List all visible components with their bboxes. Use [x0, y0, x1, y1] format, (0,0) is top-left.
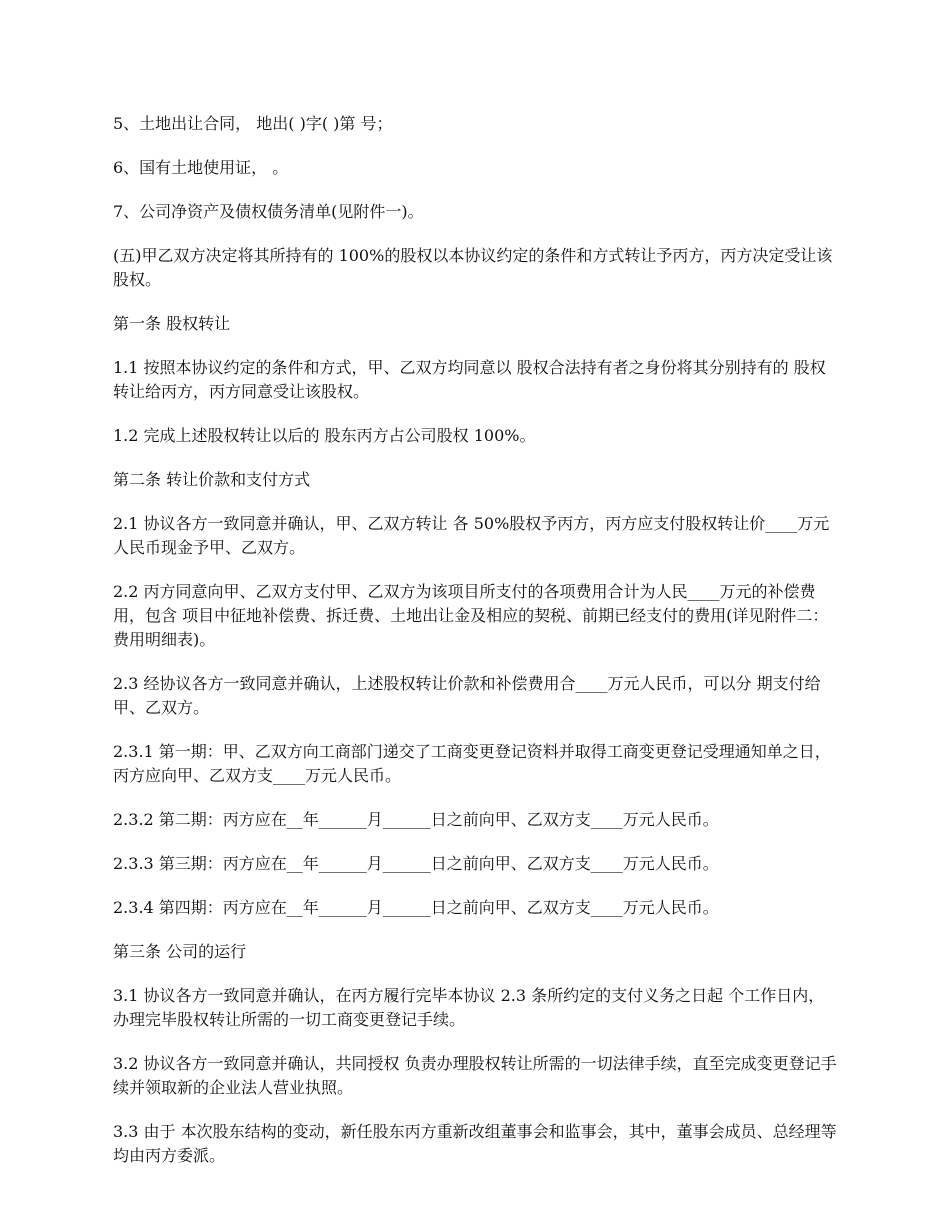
clause-3-3: 3.3 由于 本次股东结构的变动，新任股东丙方重新改组董事会和监事会，其中，董事会成员、总经理等均由丙方委派。 — [113, 1122, 837, 1165]
clause-3-2: 3.2 协议各方一致同意并确认，共同授权 负责办理股权转让所需的一切法律手续，直至完成变更登记手续并领取新的企业法人营业执照。 — [113, 1054, 837, 1097]
clause-2-3-3: 2.3.3 第三期：丙方应在__年______月______日之前向甲、乙双方支____万元人民币。 — [113, 854, 719, 873]
clause-2-1: 2.1 协议各方一致同意并确认，甲、乙双方转让 各 50%股权予丙方，丙方应支付股权转让价____万元人民币现金予甲、乙双方。 — [113, 514, 830, 557]
clause-land-use-certificate: 6、国有土地使用证， 。 — [113, 158, 289, 177]
article-3-heading: 第三条 公司的运行 — [113, 942, 247, 961]
clause-1-1: 1.1 按照本协议约定的条件和方式，甲、乙双方均同意以 股权合法持有者之身份将其分别持有的 股权转让给丙方，丙方同意受让该股权。 — [113, 358, 826, 401]
clause-3-1: 3.1 协议各方一致同意并确认，在丙方履行完毕本协议 2.3 条所约定的支付义务之日起 个工作日内，办理完毕股权转让所需的一切工商变更登记手续。 — [113, 986, 825, 1029]
document-body — [113, 112, 837, 1188]
clause-2-3-1: 2.3.1 第一期：甲、乙双方向工商部门递交了工商变更登记资料并取得工商变更登记受理通知单之日，丙方应向甲、乙双方支____万元人民币。 — [113, 742, 831, 785]
clause-2-2: 2.2 丙方同意向甲、乙双方支付甲、乙双方为该项目所支付的各项费用合计为人民____万元的补偿费用，包含 项目中征地补偿费、拆迁费、土地出让金及相应的契税、前期已经支付的费用(详见附件二：费用明细表)。 — [113, 582, 829, 649]
clause-net-assets-list: 7、公司净资产及债权债务清单(见附件一)。 — [113, 202, 424, 221]
clause-land-transfer-contract: 5、土地出让合同， 地出( )字( )第 号； — [113, 114, 393, 133]
clause-five-transfer-decision: (五)甲乙双方决定将其所持有的 100%的股权以本协议约定的条件和方式转让予丙方，丙方决定受让该股权。 — [113, 246, 833, 289]
clause-2-3: 2.3 经协议各方一致同意并确认，上述股权转让价款和补偿费用合____万元人民币，可以分 期支付给甲、乙双方。 — [113, 674, 821, 717]
clause-1-2: 1.2 完成上述股权转让以后的 股东丙方占公司股权 100%。 — [113, 426, 536, 445]
clause-2-3-2: 2.3.2 第二期：丙方应在__年______月______日之前向甲、乙双方支____万元人民币。 — [113, 810, 719, 829]
article-2-heading: 第二条 转让价款和支付方式 — [113, 470, 311, 489]
article-1-heading: 第一条 股权转让 — [113, 314, 231, 333]
clause-2-3-4: 2.3.4 第四期：丙方应在__年______月______日之前向甲、乙双方支____万元人民币。 — [113, 898, 719, 917]
